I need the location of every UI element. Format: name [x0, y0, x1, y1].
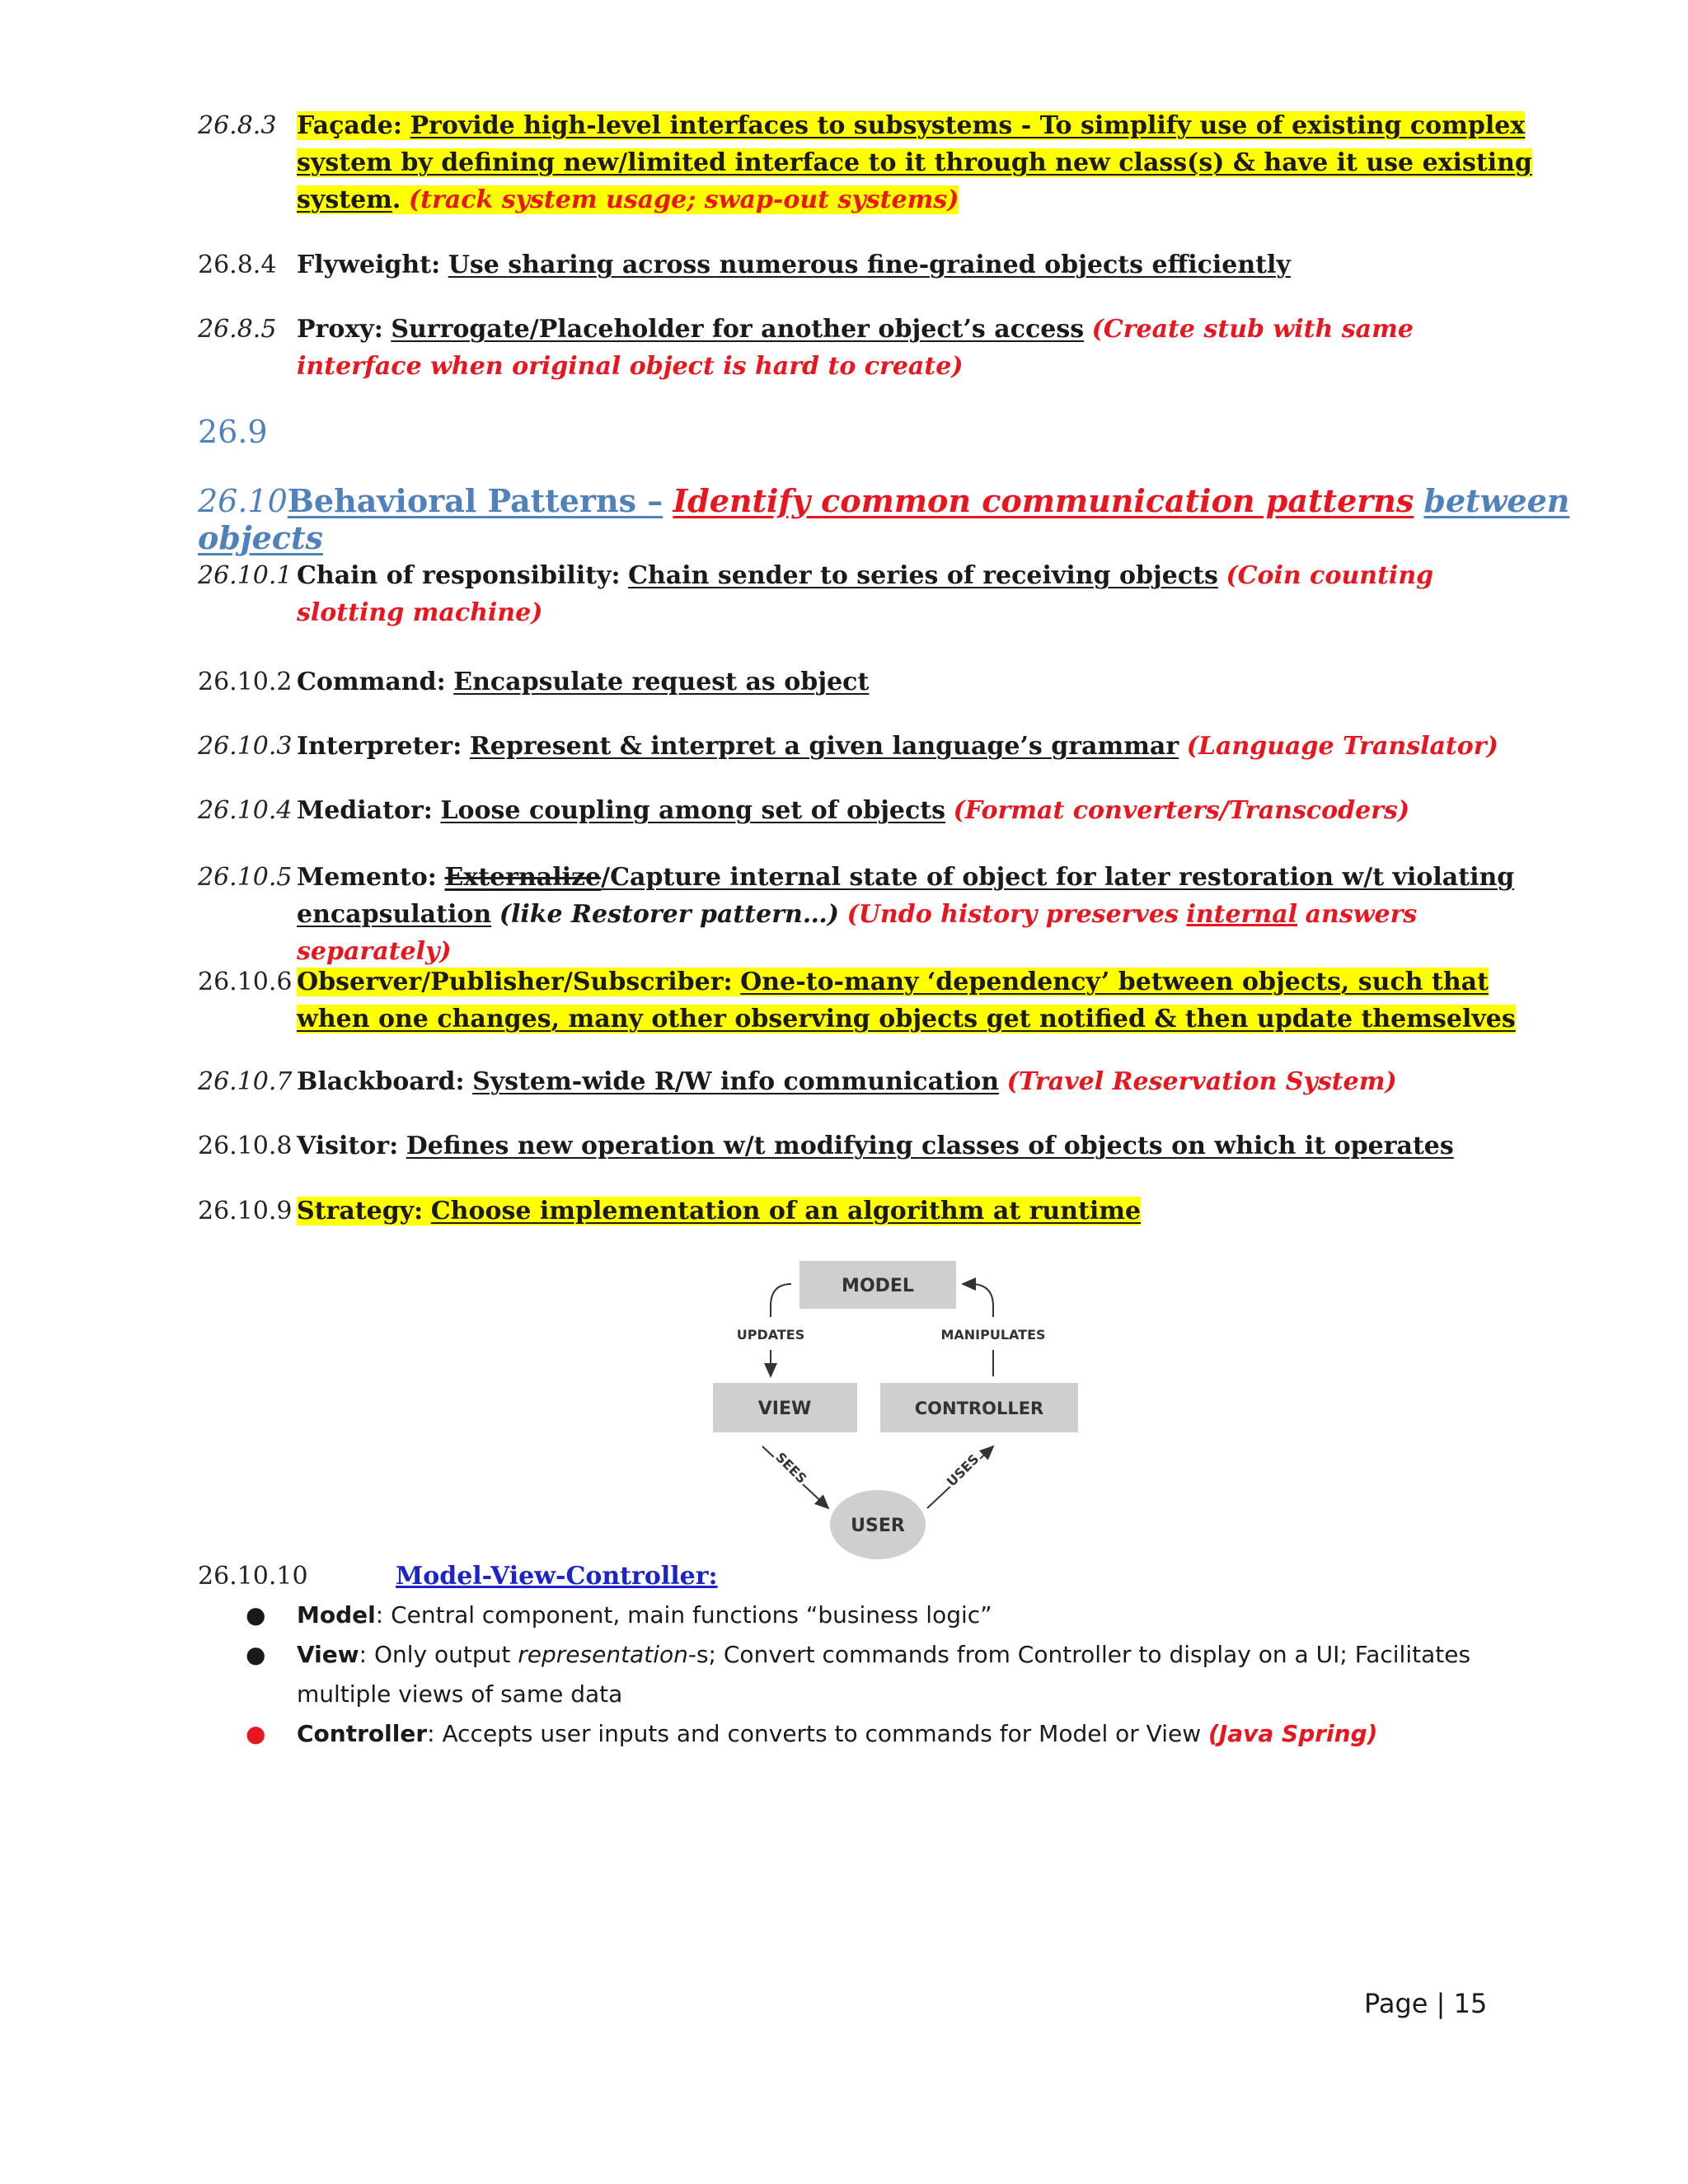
- entry-number: 26.10.8: [198, 1132, 293, 1160]
- entry-note: (Travel Reservation System): [1006, 1067, 1397, 1096]
- updates-label: UPDATES: [736, 1327, 805, 1343]
- heading-number: 26.10: [198, 483, 288, 519]
- entry-definition: Provide high-level interfaces to subsystems - To simplify use of existing complex system by defining new/limited interface to it through new class(s) & have it use existing system: [297, 111, 1532, 214]
- entry-label: Chain of responsibility:: [297, 561, 621, 590]
- heading-blue-phrase: between objects: [198, 482, 1570, 556]
- entry-label: Memento:: [297, 863, 437, 892]
- entry-definition: Defines new operation w/t modifying classes of objects on which it operates: [406, 1132, 1454, 1160]
- entry-label: Proxy:: [297, 315, 383, 344]
- user-label: USER: [851, 1516, 905, 1536]
- sees-label: SEES: [772, 1449, 810, 1487]
- mvc-diagram: [709, 1261, 1088, 1574]
- entry-number: 26.8.5: [198, 315, 277, 344]
- entry-label: Mediator:: [297, 796, 433, 825]
- entry-aside: (like Restorer pattern…): [499, 900, 840, 929]
- entry-mediator: [198, 792, 1533, 829]
- list-item-model: ● Model: Central component, main functions “business logic”: [198, 1596, 1500, 1635]
- entry-definition: Encapsulate request as object: [453, 668, 870, 696]
- entry-mvc: [198, 1558, 1517, 1595]
- entry-definition: Represent & interpret a given language’s grammar: [469, 732, 1179, 761]
- list-item-view: ● View: Only output representation-s; Convert commands from Controller to display on a UI; Facilitates multiple views of same data: [198, 1635, 1500, 1714]
- mvc-link[interactable]: Model-View-Controller:: [396, 1562, 718, 1591]
- entry-label: Command:: [297, 668, 446, 696]
- entry-definition: Choose implementation of an algorithm at runtime: [430, 1197, 1142, 1226]
- entry-note: (Format converters/Transcoders): [953, 796, 1410, 825]
- entry-number: 26.10.9: [198, 1197, 293, 1226]
- entry-note: (Language Translator): [1186, 732, 1498, 761]
- entry-label: Visitor:: [297, 1132, 399, 1160]
- entry-memento: [198, 859, 1533, 970]
- entry-observer: [198, 963, 1533, 1038]
- entry-label: Interpreter:: [297, 732, 462, 761]
- entry-definition: Use sharing across numerous fine-grained objects efficiently: [448, 251, 1291, 279]
- heading-red-phrase: Identify common communication patterns: [673, 482, 1414, 519]
- entry-label: Strategy:: [297, 1197, 424, 1226]
- entry-struck-word: Externalize: [444, 863, 602, 892]
- entry-number: 26.10.5: [198, 863, 293, 892]
- entry-label: Observer/Publisher/Subscriber:: [297, 968, 733, 996]
- entry-number: 26.10.2: [198, 668, 293, 696]
- entry-definition: Loose coupling among set of objects: [440, 796, 946, 825]
- manipulates-label: MANIPULATES: [940, 1327, 1046, 1343]
- entry-definition: One-to-many ‘dependency’ between objects, such that when one changes, many other observing objects get notified & then update themselves: [297, 968, 1516, 1033]
- model-label: MODEL: [842, 1276, 914, 1296]
- entry-definition: /Capture internal state of object for later restoration w/t violating encapsulation: [297, 863, 1515, 929]
- entry-label: Façade:: [297, 111, 402, 140]
- entry-proxy: [198, 311, 1533, 385]
- entry-number: 26.8.3: [198, 111, 277, 140]
- entry-number: 26.8.4: [198, 251, 277, 279]
- list-item-controller: ● Controller: Accepts user inputs and converts to commands for Model or View (Java Spring): [198, 1714, 1500, 1754]
- mvc-bullet-list: [198, 1596, 1500, 1754]
- entry-number: 26.10.4: [198, 796, 293, 825]
- entry-number: 26.10.3: [198, 732, 293, 761]
- bullet-icon: ●: [246, 1601, 266, 1629]
- entry-command: [198, 663, 1533, 701]
- entry-blackboard: [198, 1063, 1533, 1100]
- entry-chain-of-responsibility: [198, 557, 1533, 631]
- entry-number: 26.10.1: [198, 561, 293, 590]
- bullet-icon: ●: [246, 1720, 266, 1747]
- entry-note: (track system usage; swap-out systems): [408, 185, 959, 214]
- entry-label: Blackboard:: [297, 1067, 465, 1096]
- view-label: VIEW: [757, 1399, 812, 1419]
- entry-number: 26.10.6: [198, 968, 293, 996]
- entry-interpreter: [198, 728, 1533, 765]
- heading-title: Behavioral Patterns –: [287, 482, 663, 519]
- entry-definition: Chain sender to series of receiving objects: [628, 561, 1218, 590]
- entry-note-underlined: internal: [1186, 900, 1298, 929]
- entry-facade: 26.8.3 Façade: Provide high-level interfaces to subsystems - To simplify use of existing complex system by defining new/limited interface to it through new class(s) & have it use existing system. (track system usage; swap-out systems): [198, 107, 1533, 218]
- entry-number: 26.10.10: [198, 1562, 308, 1591]
- updates-arc: [771, 1284, 791, 1317]
- heading-26-9: 26.9: [198, 414, 268, 450]
- controller-label: CONTROLLER: [914, 1399, 1044, 1418]
- entry-note-end: answers separately): [297, 900, 1418, 966]
- entry-flyweight: [198, 246, 1533, 284]
- page-number: Page | 15: [1364, 1988, 1488, 2019]
- entry-definition: Surrogate/Placeholder for another object’s access: [391, 315, 1085, 344]
- heading-behavioral-patterns: [198, 482, 1688, 556]
- entry-note: (Create stub with same interface when original object is hard to create): [297, 315, 1414, 381]
- uses-label: USES: [943, 1451, 982, 1490]
- entry-visitor: [198, 1127, 1533, 1165]
- entry-definition: System-wide R/W info communication: [472, 1067, 1000, 1096]
- bullet-icon: ●: [246, 1641, 266, 1668]
- manipulates-arrow: [963, 1284, 993, 1317]
- entry-note: (Undo history preserves: [846, 900, 1179, 929]
- entry-number: 26.10.7: [198, 1067, 293, 1096]
- entry-strategy: [198, 1193, 1533, 1230]
- entry-label: Flyweight:: [297, 251, 441, 279]
- entry-note: (Coin counting slotting machine): [297, 561, 1434, 627]
